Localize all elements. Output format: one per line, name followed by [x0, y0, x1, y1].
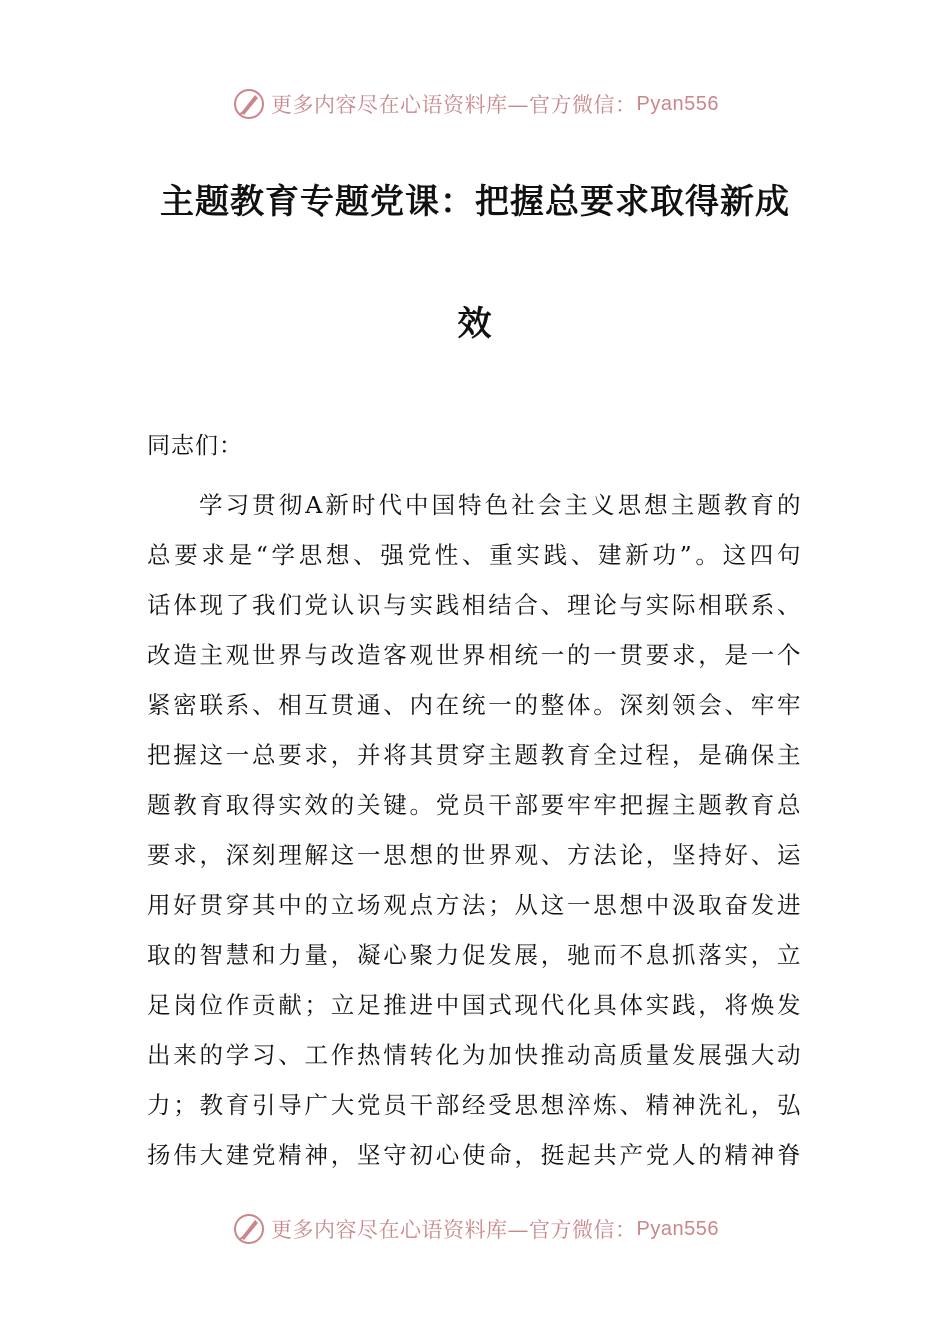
paragraph-line: 扬伟大建党精神，坚守初心使命，挺起共产党人的精神脊 [147, 1141, 803, 1169]
document-title-line1: 主题教育专题党课：把握总要求取得新成 [160, 182, 790, 222]
greeting: 同志们： [147, 433, 243, 459]
quill-logo-icon [231, 1211, 267, 1247]
paragraph-line: 改造主观世界与改造客观世界相统一的一贯要求，是一个 [147, 641, 803, 669]
paragraph-line: 学习贯彻A新时代中国特色社会主义思想主题教育的 [199, 491, 803, 519]
paragraph-line: 要求，深刻理解这一思想的世界观、方法论，坚持好、运 [147, 841, 803, 869]
watermark-wechat-id: Pyan556 [636, 92, 719, 115]
paragraph-line: 取的智慧和力量，凝心聚力促发展，驰而不息抓落实，立 [147, 941, 803, 969]
watermark-wechat-id: Pyan556 [636, 1217, 719, 1240]
paragraph-line: 出来的学习、工作热情转化为加快推动高质量发展强大动 [147, 1041, 803, 1069]
paragraph-line: 题教育取得实效的关键。党员干部要牢牢把握主题教育总 [147, 791, 803, 819]
paragraph-line: 话体现了我们党认识与实践相结合、理论与实际相联系、 [147, 591, 803, 619]
watermark-text: 更多内容尽在心语资料库—官方微信： [271, 1218, 637, 1242]
quill-logo-icon [231, 86, 267, 122]
paragraph-line: 把握这一总要求，并将其贯穿主题教育全过程，是确保主 [147, 741, 803, 769]
document-title-line2: 效 [457, 304, 493, 344]
paragraph-line: 力；教育引导广大党员干部经受思想淬炼、精神洗礼，弘 [147, 1091, 803, 1119]
footer-watermark [0, 1207, 950, 1251]
paragraph-line: 紧密联系、相互贯通、内在统一的整体。深刻领会、牢牢 [147, 691, 803, 719]
watermark-text: 更多内容尽在心语资料库—官方微信： [271, 93, 637, 117]
paragraph-line: 足岗位作贡献；立足推进中国式现代化具体实践，将焕发 [147, 991, 803, 1019]
paragraph-line: 用好贯穿其中的立场观点方法；从这一思想中汲取奋发进 [147, 891, 803, 919]
body-paragraph [147, 480, 803, 1180]
paragraph-line: 总要求是“学思想、强党性、重实践、建新功”。这四句 [147, 541, 803, 569]
header-watermark [0, 82, 950, 126]
